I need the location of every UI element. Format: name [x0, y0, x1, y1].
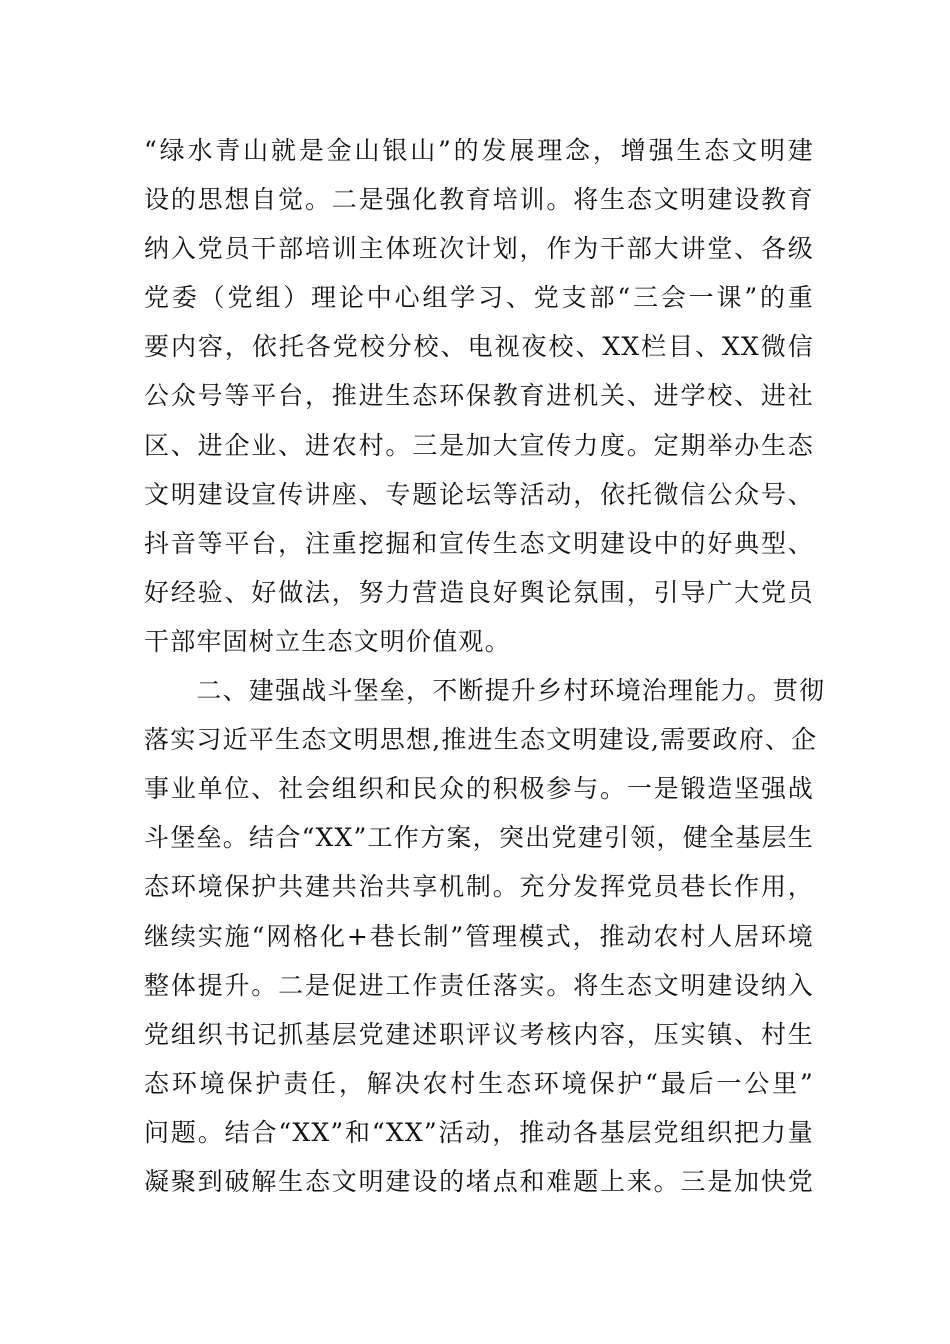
text-line: 抖音等平台，注重挖掘和宣传生态文明建设中的好典型、	[144, 528, 814, 558]
text-line: 要内容，依托各党校分校、电视夜校、XX栏目、XX微信	[144, 332, 814, 362]
text-line: 态环境保护共建共治共享机制。充分发挥党员巷长作用，	[144, 872, 814, 902]
text-line: 纳入党员干部培训主体班次计划，作为干部大讲堂、各级	[144, 234, 814, 264]
text-line: “绿水青山就是金山银山”的发展理念，增强生态文明建	[144, 136, 814, 165]
text-line: 落实习近平生态文明思想,推进生态文明建设,需要政府、企	[144, 725, 818, 755]
section-heading-line: 二、建强战斗堡垒，不断提升乡村环境治理能力。贯彻	[144, 676, 826, 706]
text-line: 党委（党组）理论中心组学习、党支部“三会一课”的重	[144, 283, 814, 313]
text-line: 态环境保护责任，解决农村生态环境保护“最后一公里”	[144, 1068, 814, 1098]
text-line: 设的思想自觉。二是强化教育培训。将生态文明建设教育	[144, 185, 814, 215]
text-line: 凝聚到破解生态文明建设的堵点和难题上来。三是加快党	[144, 1166, 814, 1196]
text-line: 好经验、好做法，努力营造良好舆论氛围，引导广大党员	[144, 577, 814, 607]
text-line: 继续实施“网格化+巷长制”管理模式，推动农村人居环境	[144, 921, 814, 951]
text-line: 文明建设宣传讲座、专题论坛等活动，依托微信公众号、	[144, 479, 814, 509]
text-line: 斗堡垒。结合“XX”工作方案，突出党建引领，健全基层生	[144, 823, 814, 853]
text-line: 公众号等平台，推进生态环保教育进机关、进学校、进社	[144, 381, 814, 411]
body-text	[144, 126, 826, 1206]
text-line: 党组织书记抓基层党建述职评议考核内容，压实镇、村生	[144, 1019, 814, 1049]
text-line: 区、进企业、进农村。三是加大宣传力度。定期举办生态	[144, 430, 814, 460]
text-line: 整体提升。二是促进工作责任落实。将生态文明建设纳入	[144, 970, 814, 1000]
text-line: 事业单位、社会组织和民众的积极参与。一是锻造坚强战	[144, 774, 814, 804]
paragraph-last-line: 干部牢固树立生态文明价值观。	[144, 626, 511, 656]
text-line: 问题。结合“XX”和“XX”活动，推动各基层党组织把力量	[144, 1117, 814, 1147]
